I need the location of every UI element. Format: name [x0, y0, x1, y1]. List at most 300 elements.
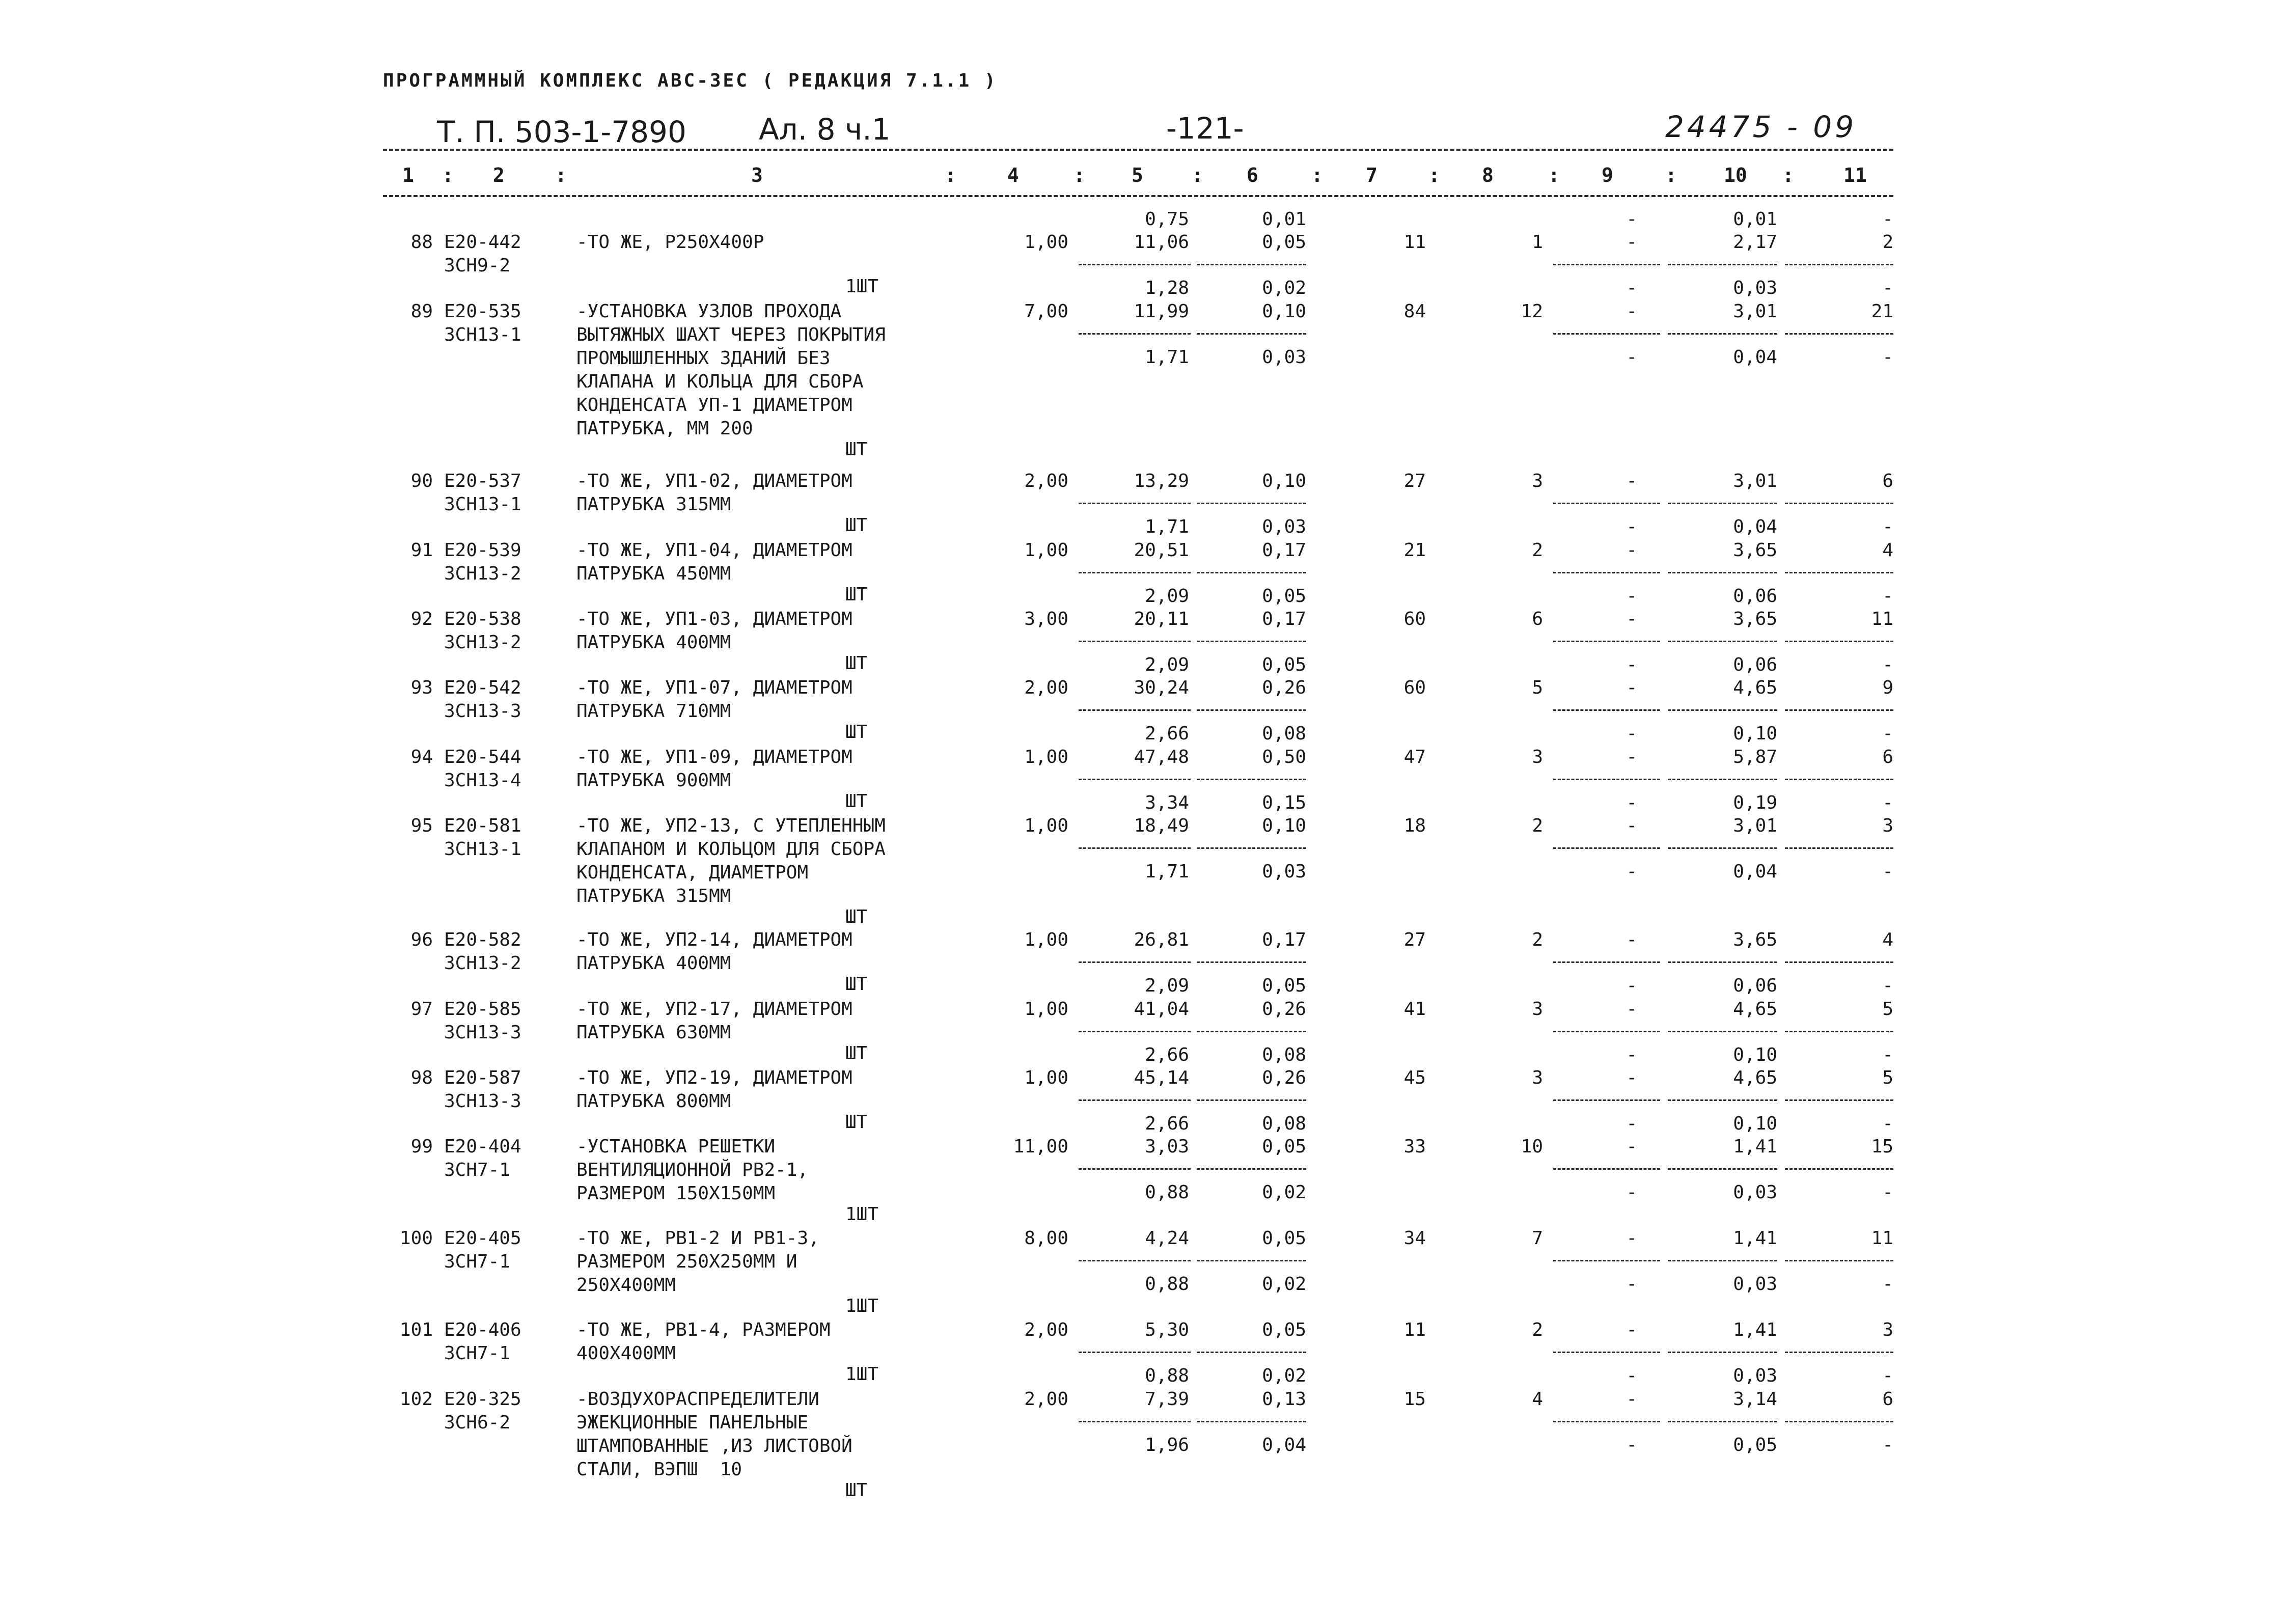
quantity: 8,00 [1024, 1228, 1068, 1249]
subtotal-divider [1553, 847, 1660, 849]
subtotal-divider [1079, 1031, 1191, 1032]
cell-c8: 2 [1532, 1319, 1543, 1340]
subtotal-divider [1553, 333, 1660, 335]
cost-code: Е20-581 [444, 815, 521, 836]
cell-c6-below: 0,04 [1262, 1435, 1306, 1455]
cost-code: Е20-587 [444, 1067, 521, 1088]
cell-c8: 12 [1521, 301, 1543, 322]
work-description: -ТО ЖЕ, УП2-17, ДИАМЕТРОМ ПАТРУБКА 630ММ [576, 999, 852, 1043]
subtotal-divider [1079, 1260, 1191, 1261]
normative-code: ЗСН13-2 [444, 563, 521, 584]
quantity: 1,00 [1024, 747, 1068, 767]
normative-code: ЗСН7-1 [444, 1251, 511, 1272]
cell-c5: 11,06 [1134, 232, 1189, 253]
work-description: -ТО ЖЕ, РВ1-4, РАЗМЕРОМ 400Х400ММ [576, 1319, 831, 1364]
cell-c8: 3 [1532, 1067, 1543, 1088]
subtotal-divider [1079, 333, 1191, 335]
subtotal-divider [1197, 1031, 1306, 1032]
cell-c6: 0,13 [1262, 1389, 1306, 1410]
row-number: 92 [410, 609, 433, 629]
row-number: 89 [410, 301, 433, 322]
cell-c5: 4,24 [1145, 1228, 1189, 1249]
subtotal-divider [1785, 572, 1893, 573]
subtotal-divider [1197, 1352, 1306, 1353]
cell-c11-below: - [1882, 975, 1893, 996]
cell-c9-above: - [1626, 209, 1637, 230]
cell-c5-below: 2,09 [1145, 654, 1189, 675]
subtotal-divider [1079, 1352, 1191, 1353]
cell-c6-below: 0,08 [1262, 1044, 1306, 1065]
cell-c5-below: 2,66 [1145, 1044, 1189, 1065]
subtotal-divider [1553, 264, 1660, 265]
work-description: -ТО ЖЕ, УП1-04, ДИАМЕТРОМ ПАТРУБКА 450ММ [576, 540, 852, 584]
cell-c9: - [1626, 1136, 1637, 1157]
work-description: -ТО ЖЕ, УП1-07, ДИАМЕТРОМ ПАТРУБКА 710ММ [576, 677, 852, 722]
cell-c5-below: 1,71 [1145, 861, 1189, 882]
cell-c6-below: 0,05 [1262, 654, 1306, 675]
column-number-2: 2 [493, 164, 505, 186]
subtotal-divider [1079, 264, 1191, 265]
cell-c5-below: 3,34 [1145, 792, 1189, 813]
cell-c9-below: - [1626, 1274, 1637, 1295]
work-description: -ТО ЖЕ, Р250Х400Р [576, 232, 764, 253]
cell-c11: 5 [1882, 1067, 1893, 1088]
column-separator: : [1428, 164, 1440, 186]
cell-c6: 0,17 [1262, 929, 1306, 950]
cell-c5-below: 2,09 [1145, 586, 1189, 607]
subtotal-divider [1079, 961, 1191, 963]
subtotal-divider [1785, 1260, 1893, 1261]
cell-c5: 26,81 [1134, 929, 1189, 950]
cell-c6: 0,05 [1262, 1228, 1306, 1249]
column-separator: : [1073, 164, 1085, 186]
column-separator: : [442, 164, 454, 186]
cell-c11: 3 [1882, 815, 1893, 836]
quantity: 1,00 [1024, 815, 1068, 836]
column-number-6: 6 [1247, 164, 1258, 186]
cell-c9-below: - [1626, 586, 1637, 607]
normative-code: ЗСН13-1 [444, 324, 521, 345]
cell-c8: 10 [1521, 1136, 1543, 1157]
cell-c10-below: 0,05 [1733, 1435, 1777, 1455]
cell-c11-below: - [1882, 516, 1893, 537]
cell-c5: 20,11 [1134, 609, 1189, 629]
normative-code: ЗСН13-2 [444, 953, 521, 974]
cell-c7: 15 [1403, 1389, 1426, 1410]
subtotal-divider [1553, 1421, 1660, 1422]
subtotal-divider [1553, 641, 1660, 642]
subtotal-divider [1197, 779, 1306, 780]
cell-c10: 5,87 [1733, 747, 1777, 767]
column-number-7: 7 [1366, 164, 1378, 186]
subtotal-divider [1553, 572, 1660, 573]
cell-c9-below: - [1626, 792, 1637, 813]
cell-c5-below: 0,88 [1145, 1274, 1189, 1295]
row-number: 102 [399, 1389, 433, 1410]
cell-c9: - [1626, 471, 1637, 491]
cost-code: Е20-582 [444, 929, 521, 950]
cell-c10: 3,01 [1733, 301, 1777, 322]
album-label: Ал. 8 ч.1 [759, 112, 891, 147]
cell-c8: 6 [1532, 609, 1543, 629]
subtotal-divider [1668, 961, 1777, 963]
cell-c10-below: 0,06 [1733, 586, 1777, 607]
cost-code: Е20-405 [444, 1228, 521, 1249]
cost-code: Е20-538 [444, 609, 521, 629]
cell-c10: 3,65 [1733, 929, 1777, 950]
work-description: -ТО ЖЕ, УП2-19, ДИАМЕТРОМ ПАТРУБКА 800ММ [576, 1067, 852, 1112]
cell-c11-below: - [1882, 792, 1893, 813]
cell-c6: 0,10 [1262, 471, 1306, 491]
unit-label: 1ШТ [845, 1204, 879, 1225]
cell-c5-below: 2,66 [1145, 1113, 1189, 1134]
cell-c6: 0,26 [1262, 1067, 1306, 1088]
cell-c9: - [1626, 999, 1637, 1020]
subtotal-divider [1553, 709, 1660, 711]
cell-c9-below: - [1626, 723, 1637, 744]
cell-c10: 3,14 [1733, 1389, 1777, 1410]
cell-c10: 3,65 [1733, 540, 1777, 561]
normative-code: ЗСН13-3 [444, 1091, 521, 1112]
cell-c9-below: - [1626, 1113, 1637, 1134]
cell-c9: - [1626, 1319, 1637, 1340]
column-number-1: 1 [402, 164, 414, 186]
subtotal-divider [1079, 572, 1191, 573]
cost-code: Е20-406 [444, 1319, 521, 1340]
row-number: 94 [410, 747, 433, 767]
column-separator: : [1548, 164, 1560, 186]
subtotal-divider [1668, 1031, 1777, 1032]
subtotal-divider [1668, 641, 1777, 642]
cell-c11: 6 [1882, 471, 1893, 491]
cell-c6-below: 0,02 [1262, 1274, 1306, 1295]
work-description: -ТО ЖЕ, УП1-09, ДИАМЕТРОМ ПАТРУБКА 900ММ [576, 747, 852, 791]
cell-c10-below: 0,03 [1733, 1182, 1777, 1203]
cell-c9-below: - [1626, 861, 1637, 882]
subtotal-divider [1197, 709, 1306, 711]
subtotal-divider [1785, 847, 1893, 849]
cell-c11: 2 [1882, 232, 1893, 253]
cell-c9: - [1626, 677, 1637, 698]
cell-c6: 0,50 [1262, 747, 1306, 767]
cell-c7: 18 [1403, 815, 1426, 836]
cell-c8: 4 [1532, 1389, 1543, 1410]
cell-c7: 27 [1403, 929, 1426, 950]
subtotal-divider [1785, 333, 1893, 335]
cell-c8: 3 [1532, 999, 1543, 1020]
cell-c5: 45,14 [1134, 1067, 1189, 1088]
cell-c10-below: 0,06 [1733, 975, 1777, 996]
quantity: 7,00 [1024, 301, 1068, 322]
quantity: 1,00 [1024, 232, 1068, 253]
subtotal-divider [1553, 1168, 1660, 1170]
cell-c7: 27 [1403, 471, 1426, 491]
cell-c11-above: - [1882, 209, 1893, 230]
unit-label: ШТ [845, 584, 868, 605]
cell-c7: 60 [1403, 609, 1426, 629]
cell-c9-below: - [1626, 278, 1637, 298]
cell-c10-below: 0,03 [1733, 278, 1777, 298]
column-separator: : [555, 164, 567, 186]
document-number: 24475 - 09 [1665, 109, 1857, 144]
normative-code: ЗСН6-2 [444, 1412, 511, 1433]
row-number: 91 [410, 540, 433, 561]
page-number: -121- [1166, 111, 1244, 146]
subtotal-divider [1668, 847, 1777, 849]
cell-c9: - [1626, 301, 1637, 322]
cell-c5: 7,39 [1145, 1389, 1189, 1410]
cell-c6-below: 0,08 [1262, 1113, 1306, 1134]
subtotal-divider [1197, 1099, 1306, 1101]
quantity: 2,00 [1024, 677, 1068, 698]
subtotal-divider [1197, 503, 1306, 504]
subtotal-divider [1079, 1099, 1191, 1101]
cell-c9-below: - [1626, 516, 1637, 537]
cell-c11: 11 [1871, 609, 1893, 629]
normative-code: ЗСН13-2 [444, 632, 521, 653]
subtotal-divider [1553, 1352, 1660, 1353]
cell-c5-above: 0,75 [1145, 209, 1189, 230]
column-separator: : [1192, 164, 1203, 186]
cell-c10-below: 0,04 [1733, 516, 1777, 537]
cell-c9: - [1626, 747, 1637, 767]
cost-code: Е20-535 [444, 301, 521, 322]
cell-c11: 6 [1882, 747, 1893, 767]
cell-c6: 0,10 [1262, 301, 1306, 322]
unit-label: 1ШТ [845, 1364, 879, 1385]
normative-code: ЗСН7-1 [444, 1343, 511, 1364]
subtotal-divider [1668, 1421, 1777, 1422]
cell-c6: 0,26 [1262, 999, 1306, 1020]
cell-c9: - [1626, 815, 1637, 836]
column-number-9: 9 [1602, 164, 1613, 186]
normative-code: ЗСН9-2 [444, 255, 511, 276]
subtotal-divider [1668, 709, 1777, 711]
row-number: 101 [399, 1319, 433, 1340]
subtotal-divider [1668, 779, 1777, 780]
cell-c6-below: 0,08 [1262, 723, 1306, 744]
cost-code: Е20-544 [444, 747, 521, 767]
unit-label: ШТ [845, 1043, 868, 1064]
work-description: -ТО ЖЕ, УП2-14, ДИАМЕТРОМ ПАТРУБКА 400ММ [576, 929, 852, 974]
work-description: -ТО ЖЕ, УП1-03, ДИАМЕТРОМ ПАТРУБКА 400ММ [576, 609, 852, 653]
cell-c11-below: - [1882, 586, 1893, 607]
row-number: 95 [410, 815, 433, 836]
subtotal-divider [1668, 503, 1777, 504]
cell-c10: 4,65 [1733, 677, 1777, 698]
cell-c9-below: - [1626, 1365, 1637, 1386]
cell-c10-below: 0,03 [1733, 1274, 1777, 1295]
subtotal-divider [1785, 1099, 1893, 1101]
subtotal-divider [1785, 264, 1893, 265]
cell-c7: 21 [1403, 540, 1426, 561]
normative-code: ЗСН13-3 [444, 701, 521, 722]
cell-c9: - [1626, 232, 1637, 253]
subtotal-divider [1785, 1168, 1893, 1170]
cell-c10-above: 0,01 [1733, 209, 1777, 230]
subtotal-divider [1079, 779, 1191, 780]
subtotal-divider [1668, 1099, 1777, 1101]
subtotal-divider [1197, 1260, 1306, 1261]
cell-c9: - [1626, 540, 1637, 561]
cell-c9-below: - [1626, 1182, 1637, 1203]
work-description: -УСТАНОВКА УЗЛОВ ПРОХОДА ВЫТЯЖНЫХ ШАХТ ЧЕРЕЗ ПОКРЫТИЯ ПРОМЫШЛЕННЫХ ЗДАНИЙ БЕЗ КЛАПАНА И КОЛЬЦА ДЛЯ СБОРА КОНДЕНСАТА УП-1 ДИАМЕТРОМ ПАТРУБКА, ММ 200 [576, 301, 886, 439]
subtotal-divider [1668, 333, 1777, 335]
column-separator: : [1782, 164, 1794, 186]
cell-c6: 0,26 [1262, 677, 1306, 698]
cost-code: Е20-542 [444, 677, 521, 698]
cell-c11: 9 [1882, 677, 1893, 698]
normative-code: ЗСН13-4 [444, 770, 521, 791]
unit-label: 1ШТ [845, 1296, 879, 1316]
cell-c6-above: 0,01 [1262, 209, 1306, 230]
cell-c5: 20,51 [1134, 540, 1189, 561]
cell-c6-below: 0,02 [1262, 1182, 1306, 1203]
cell-c11: 21 [1871, 301, 1893, 322]
unit-label: ШТ [845, 1480, 868, 1501]
subtotal-divider [1197, 961, 1306, 963]
cell-c7: 84 [1403, 301, 1426, 322]
cell-c9: - [1626, 1067, 1637, 1088]
cost-code: Е20-404 [444, 1136, 521, 1157]
cell-c11: 15 [1871, 1136, 1893, 1157]
cell-c5: 5,30 [1145, 1319, 1189, 1340]
subtotal-divider [1197, 641, 1306, 642]
cell-c8: 3 [1532, 471, 1543, 491]
column-number-3: 3 [751, 164, 763, 186]
subtotal-divider [1668, 1168, 1777, 1170]
cell-c6: 0,05 [1262, 232, 1306, 253]
subtotal-divider [1668, 264, 1777, 265]
row-number: 97 [410, 999, 433, 1020]
cell-c10: 1,41 [1733, 1228, 1777, 1249]
cell-c7: 41 [1403, 999, 1426, 1020]
column-separator: : [1311, 164, 1323, 186]
cell-c6-below: 0,03 [1262, 347, 1306, 368]
cell-c5: 47,48 [1134, 747, 1189, 767]
column-separator: : [945, 164, 956, 186]
quantity: 2,00 [1024, 1319, 1068, 1340]
subtotal-divider [1785, 779, 1893, 780]
cell-c6: 0,17 [1262, 540, 1306, 561]
cell-c10: 3,01 [1733, 815, 1777, 836]
cell-c5-below: 2,09 [1145, 975, 1189, 996]
cell-c5: 11,99 [1134, 301, 1189, 322]
cell-c6-below: 0,15 [1262, 792, 1306, 813]
subtotal-divider [1785, 1031, 1893, 1032]
cell-c11-below: - [1882, 1182, 1893, 1203]
subtotal-divider [1079, 1168, 1191, 1170]
cell-c6: 0,17 [1262, 609, 1306, 629]
work-description: -УСТАНОВКА РЕШЕТКИ ВЕНТИЛЯЦИОННОЙ РВ2-1, РАЗМЕРОМ 150Х150ММ [576, 1136, 809, 1204]
cell-c9-below: - [1626, 1435, 1637, 1455]
cell-c10-below: 0,10 [1733, 1113, 1777, 1134]
cell-c10-below: 0,04 [1733, 861, 1777, 882]
subtotal-divider [1785, 1421, 1893, 1422]
cell-c9: - [1626, 929, 1637, 950]
normative-code: ЗСН7-1 [444, 1160, 511, 1180]
subtotal-divider [1197, 1168, 1306, 1170]
cell-c7: 60 [1403, 677, 1426, 698]
subtotal-divider [1785, 1352, 1893, 1353]
cell-c10-below: 0,19 [1733, 792, 1777, 813]
unit-label: ШТ [845, 791, 868, 812]
subtotal-divider [1668, 1352, 1777, 1353]
header-rule-bottom [383, 195, 1893, 197]
cell-c6: 0,10 [1262, 815, 1306, 836]
cost-code: Е20-325 [444, 1389, 521, 1410]
cell-c10: 3,65 [1733, 609, 1777, 629]
unit-label: ШТ [845, 974, 868, 995]
cell-c8: 2 [1532, 815, 1543, 836]
work-description: -ТО ЖЕ, РВ1-2 И РВ1-3, РАЗМЕРОМ 250Х250ММ И 250Х400ММ [576, 1228, 819, 1296]
cell-c11-below: - [1882, 1365, 1893, 1386]
cell-c11: 5 [1882, 999, 1893, 1020]
quantity: 1,00 [1024, 929, 1068, 950]
cell-c5: 3,03 [1145, 1136, 1189, 1157]
cell-c8: 5 [1532, 677, 1543, 698]
cell-c9: - [1626, 1228, 1637, 1249]
subtotal-divider [1668, 572, 1777, 573]
cell-c6-below: 0,02 [1262, 1365, 1306, 1386]
cell-c11: 4 [1882, 540, 1893, 561]
cell-c11-below: - [1882, 347, 1893, 368]
cell-c8: 2 [1532, 929, 1543, 950]
cell-c8: 3 [1532, 747, 1543, 767]
work-description: -ТО ЖЕ, УП2-13, С УТЕПЛЕННЫМ КЛАПАНОМ И КОЛЬЦОМ ДЛЯ СБОРА КОНДЕНСАТА, ДИАМЕТРОМ ПАТРУБКА 315ММ [576, 815, 886, 906]
subtotal-divider [1197, 847, 1306, 849]
column-number-10: 10 [1724, 164, 1747, 186]
quantity: 2,00 [1024, 471, 1068, 491]
cell-c11-below: - [1882, 654, 1893, 675]
cost-code: Е20-537 [444, 471, 521, 491]
cell-c10: 2,17 [1733, 232, 1777, 253]
cell-c10-below: 0,03 [1733, 1365, 1777, 1386]
cell-c6-below: 0,05 [1262, 586, 1306, 607]
unit-label: ШТ [845, 1112, 868, 1133]
cell-c5: 30,24 [1134, 677, 1189, 698]
header-rule-top [383, 149, 1893, 151]
subtotal-divider [1197, 264, 1306, 265]
cell-c9-below: - [1626, 975, 1637, 996]
cell-c7: 11 [1403, 1319, 1426, 1340]
cell-c11: 3 [1882, 1319, 1893, 1340]
cell-c10: 4,65 [1733, 1067, 1777, 1088]
cell-c5: 41,04 [1134, 999, 1189, 1020]
cell-c5-below: 0,88 [1145, 1182, 1189, 1203]
cell-c6-below: 0,05 [1262, 975, 1306, 996]
cell-c11-below: - [1882, 278, 1893, 298]
subtotal-divider [1079, 1421, 1191, 1422]
cell-c11-below: - [1882, 1113, 1893, 1134]
unit-label: ШТ [845, 439, 868, 460]
unit-label: 1ШТ [845, 276, 879, 297]
cost-code: Е20-442 [444, 232, 521, 253]
subtotal-divider [1079, 709, 1191, 711]
cell-c8: 1 [1532, 232, 1543, 253]
row-number: 93 [410, 677, 433, 698]
cost-code: Е20-585 [444, 999, 521, 1020]
cell-c9-below: - [1626, 654, 1637, 675]
cell-c11-below: - [1882, 1274, 1893, 1295]
cell-c7: 33 [1403, 1136, 1426, 1157]
cell-c10: 1,41 [1733, 1136, 1777, 1157]
subtotal-divider [1553, 1099, 1660, 1101]
quantity: 11,00 [1013, 1136, 1068, 1157]
cell-c11: 6 [1882, 1389, 1893, 1410]
row-number: 98 [410, 1067, 433, 1088]
project-code: Т. П. 503-1-7890 [437, 115, 686, 149]
